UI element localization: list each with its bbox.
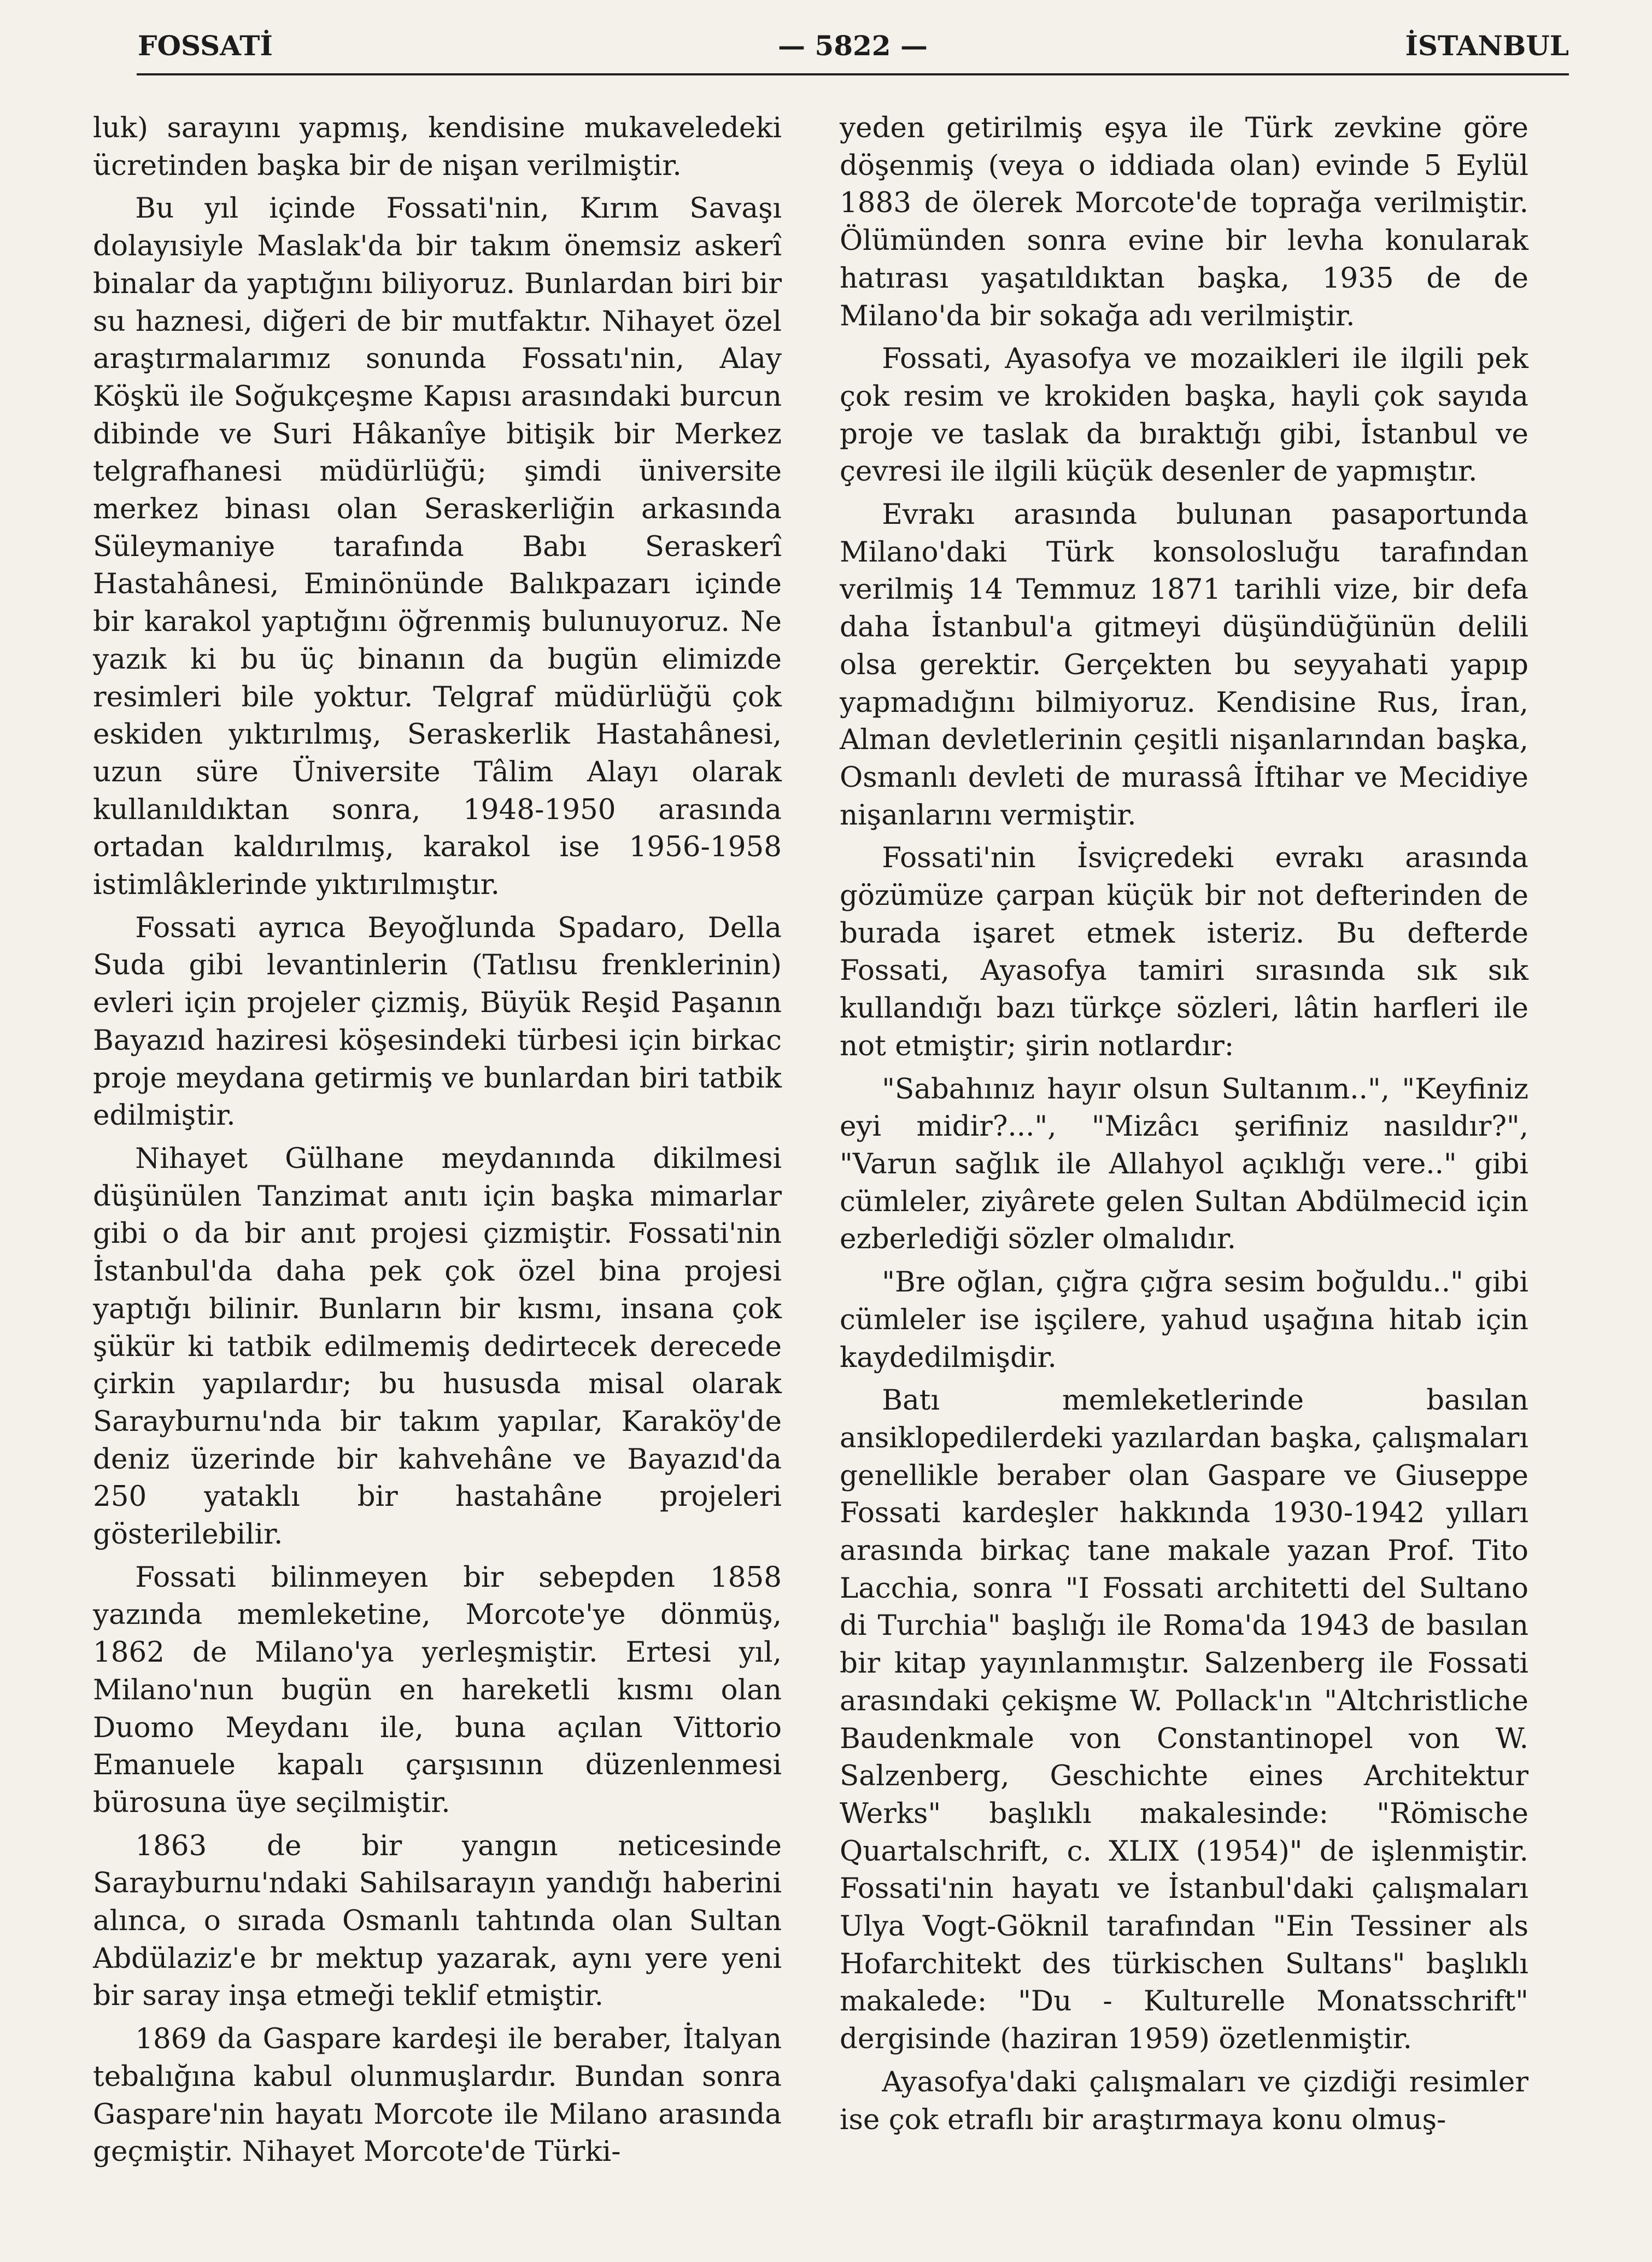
running-head-right: İSTANBUL [1405,30,1569,62]
paragraph: Evrakı arasında bulunan pasaportunda Milano'daki Türk konsolosluğu tarafından verilmiş 14 Temmuz 1871 tarihli vize, bir defa daha İstanbul'a gitmeyi düşündüğünün delili olsa gerektir. Gerçekten bu seyyahati yapıp yapmadığını bilmiyoruz. Kendisine Rus, İran, Alman devletlerinin çeşitli nişanlarından başka, Osmanlı devleti de murassâ İftihar ve Mecidiye nişanlarını vermiştir. [840,498,1528,832]
left-column [93,109,782,2171]
paragraph: Bu yıl içinde Fossati'nin, Kırım Savaşı dolayısiyle Maslak'da bir takım önemsiz askerî binalar da yaptığını biliyoruz. Bunlardan biri bir su haznesi, diğeri de bir mutfaktır. Nihayet özel araştırmalarımız sonunda Fossatı'nin, Alay Köşkü ile Soğukçeşme Kapısı arasındaki burcun dibinde ve Suri Hâkanîye bitişik bir Merkez telgrafhanesi müdürlüğü; şimdi üniversite merkez binası olan Seraskerliğin arkasında Süleymaniye tarafında Babı Seraskerî Hastahânesi, Eminönünde Balıkpazarı içinde bir karakol yaptığını öğrenmiş bulunuyoruz. Ne yazık ki bu üç binanın da bugün elimizde resimleri bile yoktur. Telgraf müdürlüğü çok eskiden yıktırılmış, Seraskerlik Hastahânesi, uzun süre Üniversite Tâlim Alayı olarak kullanıldıktan sonra, 1948-1950 arasında ortadan kaldırılmış, karakol ise 1956-1958 istimlâklerinde yıktırılmıştır. [93,192,782,902]
paragraph: Fossati'nin İsviçredeki evrakı arasında gözümüze çarpan küçük bir not defterinden de burada işaret etmek isteriz. Bu defterde Fossati, Ayasofya tamiri sırasında sık sık kullandığı bazı türkçe sözleri, lâtin harfleri ile not etmiştir; şirin notlardır: [840,841,1528,1062]
paragraph: Fossati bilinmeyen bir sebepden 1858 yazında memleketine, Morcote'ye dönmüş, 1862 de Milano'ya yerleşmiştir. Ertesi yıl, Milano'nun bugün en hareketli kısmı olan Duomo Meydanı ile, buna açılan Vittorio Emanuele kapalı çarşısının düzenlenmesi bürosuna üye seçilmiştir. [93,1560,782,1819]
paragraph: luk) sarayını yapmış, kendisine mukaveledeki ücretinden başka bir de nişan verilmiştir. [93,112,782,182]
paragraph: Fossati, Ayasofya ve mozaikleri ile ilgili pek çok resim ve krokiden başka, hayli çok sayıda proje ve taslak da bıraktığı gibi, İstanbul ve çevresi ile ilgili küçük desenler de yapmıştır. [840,342,1528,488]
paragraph: 1869 da Gaspare kardeşi ile beraber, İtalyan tebalığına kabul olunmuşlardır. Bundan sonra Gaspare'nin hayatı Morcote ile Milano arasında geçmiştir. Nihayet Morcote'de Türki- [93,2023,782,2169]
running-head-left: FOSSATİ [138,30,273,62]
page-header [137,24,1569,75]
paragraph: "Sabahınız hayır olsun Sultanım..", "Keyfiniz eyi midir?...", "Mizâcı şerifiniz nasıldır?", "Varun sağlık ile Allahyol açıklığı vere.." gibi cümleler, ziyârete gelen Sultan Abdülmecid için ezberlediği sözler olmalıdır. [840,1072,1528,1256]
right-column [840,109,1528,2138]
paragraph: Batı memleketlerinde basılan ansiklopedilerdeki yazılardan başka, çalışmaları genellikle beraber olan Gaspare ve Giuseppe Fossati kardeşler hakkında 1930-1942 yılları arasında birkaç tane makale yazan Prof. Tito Lacchia, sonra "I Fossati architetti del Sultano di Turchia" başlığı ile Roma'da 1943 de basılan bir kitap yayınlanmıştır. Salzenberg ile Fossati arasındaki çekişme W. Pollack'ın "Altchristliche Baudenkmale von Constantinopel von W. Salzenberg, Geschichte eines Architektur Werks" başlıklı makalesinde: "Römische Quartalschrift, c. XLIX (1954)" de işlenmiştir. Fossati'nin hayatı ve İstanbul'daki çalışmaları Ulya Vogt-Göknil tarafından "Ein Tessiner als Hofarchitekt des türkischen Sultans" başlıklı makalede: "Du - Kulturelle Monatsschrift" dergisinde (haziran 1959) özetlenmiştir. [840,1384,1528,2056]
paragraph: 1863 de bir yangın neticesinde Sarayburnu'ndaki Sahilsarayın yandığı haberini alınca, o sırada Osmanlı tahtında olan Sultan Abdülaziz'e br mektup yazarak, aynı yere yeni bir saray inşa etmeği teklif etmiştir. [93,1829,782,2013]
paragraph: Fossati ayrıca Beyoğlunda Spadaro, Della Suda gibi levantinlerin (Tatlısu frenklerinin) evleri için projeler çizmiş, Büyük Reşid Paşanın Bayazıd haziresi köşesindeki türbesi için birkac proje meydana getirmiş ve bunlardan biri tatbik edilmiştir. [93,911,782,1132]
paragraph: "Bre oğlan, çığra çığra sesim boğuldu.." gibi cümleler ise işçilere, yahud uşağına hitab için kaydedilmişdir. [840,1266,1528,1374]
page-number: — 5822 — [778,30,928,62]
paragraph: Nihayet Gülhane meydanında dikilmesi düşünülen Tanzimat anıtı için başka mimarlar gibi o da bir anıt projesi çizmiştir. Fossati'nin İstanbul'da daha pek çok özel bina projesi yaptığı bilinir. Bunların bir kısmı, insana çok şükür ki tatbik edilmemiş dedirtecek derecede çirkin yapılardır; bu hususda misal olarak Sarayburnu'nda bir takım yapılar, Karaköy'de deniz üzerinde bir kahvehâne ve Bayazıd'da 250 yataklı bir hastahâne projeleri gösterilebilir. [93,1142,782,1551]
paragraph: Ayasofya'daki çalışmaları ve çizdiği resimler ise çok etraflı bir araştırmaya konu olmuş- [840,2065,1528,2136]
paragraph: yeden getirilmiş eşya ile Türk zevkine göre döşenmiş (veya o iddiada olan) evinde 5 Eylül 1883 de ölerek Morcote'de toprağa verilmiştir. Ölümünden sonra evine bir levha konularak hatırası yaşatıldıktan başka, 1935 de de Milano'da bir sokağa adı verilmiştir. [840,112,1528,332]
